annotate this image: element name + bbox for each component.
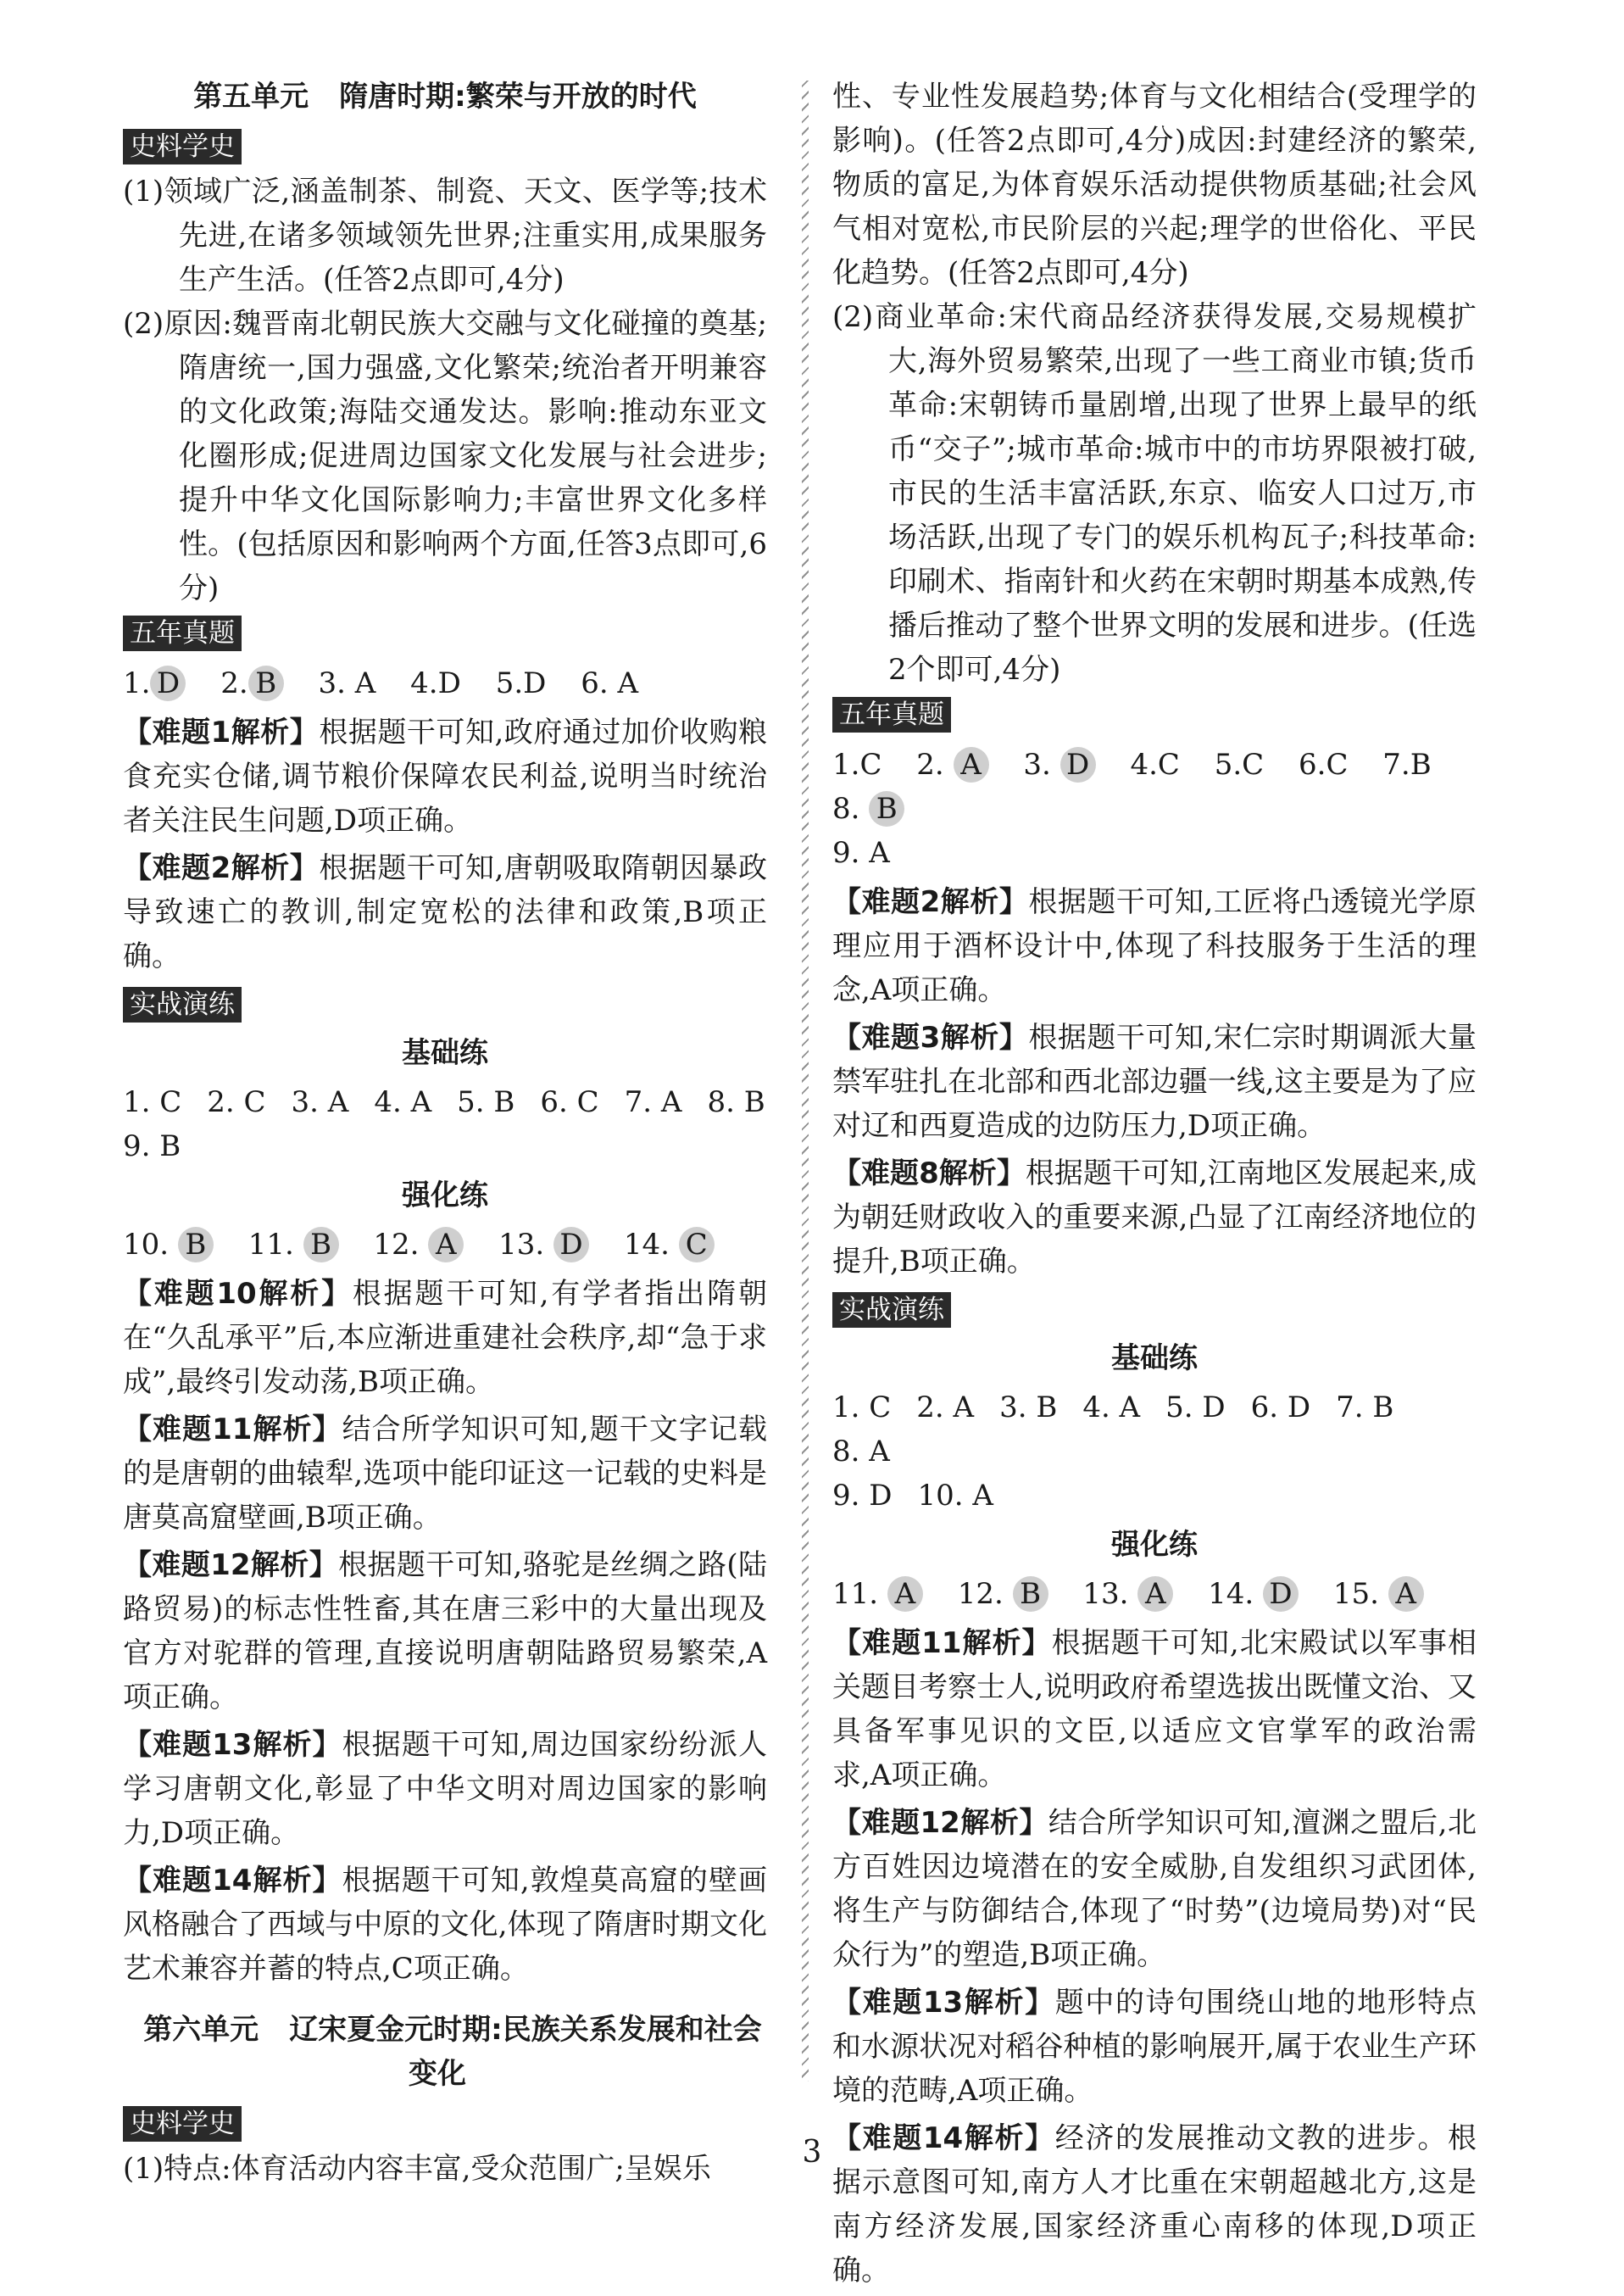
answer-item: 2. B xyxy=(220,661,283,705)
explanation: 【难题14解析】经济的发展推动文教的进步。根据示意图可知,南方人才比重在宋朝超越北方,这是南方经济发展,国家经济重心南移的体现,D项正确。 xyxy=(832,2121,1477,2288)
unit5-title-number: 第五单元 xyxy=(193,80,309,114)
answer-paragraph: (2)商业革命:宋代商品经济获得发展,交易规模扩大,海外贸易繁荣,出现了一些工商业市镇;货币革命:宋朝铸币量剧增,出现了世界上最早的纸币“交子”;城市革命:城市中的市坊界限被打破,市民的生活丰富活跃,东京、临安人口过万,市场活跃,出现了专门的娱乐机构瓦子;科技革命:印刷术、指南针和火药在宋朝时期基本成熟,传播后推动了整个世界文明的发展和进步。(任选2个即可,4分) xyxy=(832,300,1477,687)
strong-answers: 10. B 11. B 12. A 13. D 14. C xyxy=(123,1223,767,1267)
strong-answers: 11. A 12. B 13. A 14. D 15. A xyxy=(832,1572,1477,1616)
column-divider xyxy=(802,81,809,2081)
page-number: 3 xyxy=(802,2135,822,2170)
unit6-title-number: 第六单元 xyxy=(143,2013,259,2047)
section-tag-practice: 实战演练 xyxy=(123,987,242,1023)
explanation: 【难题12解析】根据题干可知,骆驼是丝绸之路(陆路贸易)的标志性牲畜,其在唐三彩中的大量出现及官方对驼群的管理,直接说明唐朝陆路贸易繁荣,A项正确。 xyxy=(123,1548,767,1714)
unit6-title xyxy=(123,2008,767,2096)
unit5-title xyxy=(123,75,767,119)
unit6-title-text: 辽宋夏金元时期:民族关系发展和社会变化 xyxy=(289,2013,762,2091)
answer-paragraph: 性、专业性发展趋势;体育与文化相结合(受理学的影响)。(任答2点即可,4分)成因:封建经济的繁荣,物质的富足,为体育娱乐活动提供物质基础;社会风气相对宽松,市民阶层的兴起;理学的世俗化、平民化趋势。(任答2点即可,4分) xyxy=(832,80,1477,290)
explanation: 【难题11解析】结合所学知识可知,题干文字记载的是唐朝的曲辕犁,选项中能印证这一记载的史料是唐莫高窟壁画,B项正确。 xyxy=(123,1413,767,1535)
answer-item: 5.D xyxy=(495,666,547,700)
unit5-title-text: 隋唐时期:繁荣与开放的时代 xyxy=(339,80,697,114)
answer-item: 1. D xyxy=(123,661,186,705)
strong-practice-title: 强化练 xyxy=(1111,1528,1198,1562)
explanation: 【难题11解析】根据题干可知,北宋殿试以军事相关题目考察士人,说明政府希望选拔出既懂文治、又具备军事见识的文臣,以适应文官掌军的政治需求,A项正确。 xyxy=(832,1626,1477,1792)
explanation: 【难题2解析】根据题干可知,唐朝吸取隋朝因暴政导致速亡的教训,制定宽松的法律和政策,B项正确。 xyxy=(123,851,767,973)
section-tag-sources: 史料学史 xyxy=(123,129,242,164)
explanation: 【难题1解析】根据题干可知,政府通过加价收购粮食充实仓储,调节粮价保障农民利益,说明当时统治者关注民生问题,D项正确。 xyxy=(123,716,767,838)
answer-paragraph: (1)特点:体育活动内容丰富,受众范围广;呈娱乐 xyxy=(123,2152,711,2186)
basic-practice-title: 基础练 xyxy=(1111,1341,1198,1375)
five-year-answers: 1.C 2. A 3. D 4.C 5.C 6.C 7.B 8. B 9. A xyxy=(832,748,1432,870)
explanation: 【难题3解析】根据题干可知,宋仁宗时期调派大量禁军驻扎在北部和西北部边疆一线,这主要是为了应对辽和西夏造成的边防压力,D项正确。 xyxy=(832,1021,1477,1143)
section-tag-five-year: 五年真题 xyxy=(832,697,951,733)
explanation: 【难题2解析】根据题干可知,工匠将凸透镜光学原理应用于酒杯设计中,体现了科技服务于生活的理念,A项正确。 xyxy=(832,885,1477,1007)
five-year-answers xyxy=(123,661,767,705)
section-tag-practice: 实战演练 xyxy=(832,1292,951,1328)
basic-answers: 1. C 2. A 3. B 4. A 5. D 6. D 7. B8. A 9. D 10. A xyxy=(832,1390,1394,1513)
answer-item: 6. A xyxy=(581,666,639,700)
answer-item: 4.D xyxy=(410,666,461,700)
explanation: 【难题13解析】题中的诗句围绕山地的地形特点和水源状况对稻谷种植的影响展开,属于农业生产环境的范畴,A项正确。 xyxy=(832,1986,1477,2108)
basic-answers: 1. C 2. C 3. A 4. A 5. B 6. C 7. A 8. B 9. B xyxy=(123,1085,765,1163)
explanation: 【难题8解析】根据题干可知,江南地区发展起来,成为朝廷财政收入的重要来源,凸显了江南经济地位的提升,B项正确。 xyxy=(832,1156,1477,1279)
explanation: 【难题10解析】根据题干可知,有学者指出隋朝在“久乱承平”后,本应渐进重建社会秩序,却“急于求成”,最终引发动荡,B项正确。 xyxy=(123,1277,767,1399)
section-tag-five-year: 五年真题 xyxy=(123,616,242,651)
right-column xyxy=(832,75,1477,2296)
strong-practice-title: 强化练 xyxy=(402,1179,488,1212)
explanation: 【难题14解析】根据题干可知,敦煌莫高窟的壁画风格融合了西域与中原的文化,体现了隋唐时期文化艺术兼容并蓄的特点,C项正确。 xyxy=(123,1864,767,1986)
section-tag-sources: 史料学史 xyxy=(123,2106,242,2142)
explanation: 【难题13解析】根据题干可知,周边国家纷纷派人学习唐朝文化,彰显了中华文明对周边国家的影响力,D项正确。 xyxy=(123,1728,767,1850)
basic-practice-title: 基础练 xyxy=(402,1036,488,1070)
answer-item: 3. A xyxy=(318,666,376,700)
answer-paragraph: (2)原因:魏晋南北朝民族大交融与文化碰撞的奠基;隋唐统一,国力强盛,文化繁荣;统治者开明兼容的文化政策;海陆交通发达。影响:推动东亚文化圈形成;促进周边国家文化发展与社会进步;提升中华文化国际影响力;丰富世界文化多样性。(包括原因和影响两个方面,任答3点即可,6分) xyxy=(123,307,767,605)
explanation: 【难题12解析】结合所学知识可知,澶渊之盟后,北方百姓因边境潜在的安全威胁,自发组织习武团体,将生产与防御结合,体现了“时势”(边境局势)对“民众行为”的塑造,B项正确。 xyxy=(832,1806,1477,1972)
answer-paragraph: (1)领域广泛,涵盖制茶、制瓷、天文、医学等;技术先进,在诸多领域领先世界;注重实用,成果服务生产生活。(任答2点即可,4分) xyxy=(123,175,767,297)
left-column xyxy=(123,75,767,2191)
